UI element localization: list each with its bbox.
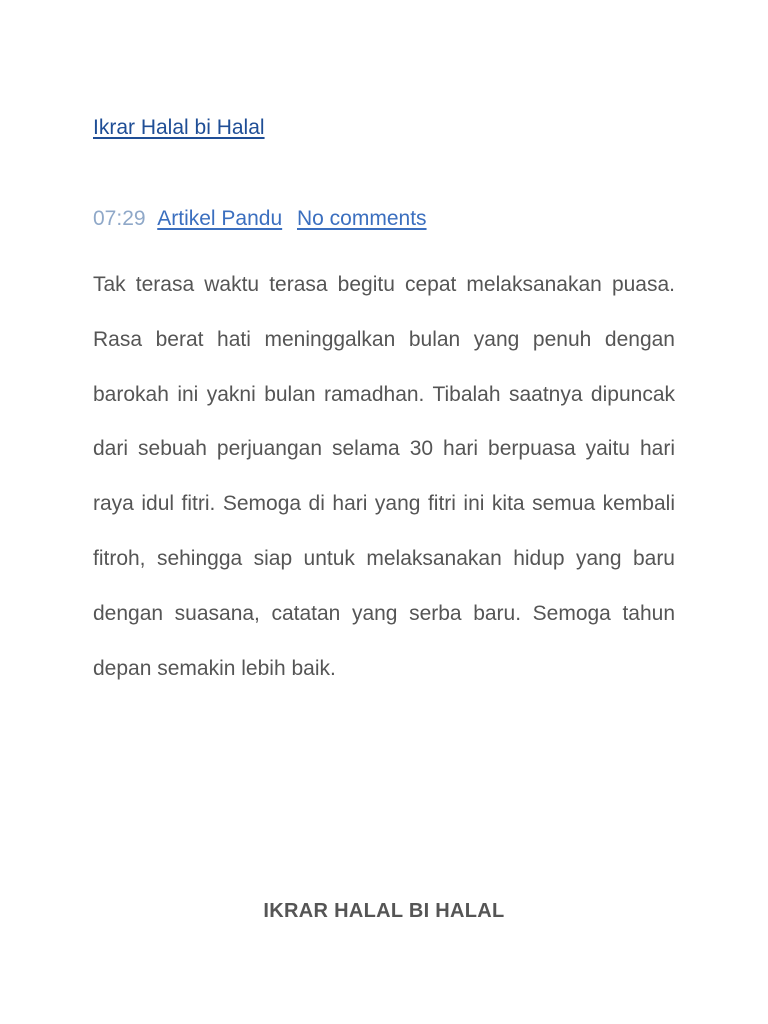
author-link[interactable]: Artikel Pandu <box>157 207 283 230</box>
post-title-link[interactable]: Ikrar Halal bi Halal <box>93 116 265 139</box>
post-body: Tak terasa waktu terasa begitu cepat melaksanakan puasa. Rasa berat hati meninggalkan bulan yang penuh dengan barokah ini yakni bulan ramadhan. Tibalah saatnya dipuncak dari sebuah perjuangan selama 30 hari berpuasa yaitu hari raya idul fitri. Semoga di hari yang fitri ini kita semua kembali fitroh, sehingga siap untuk melaksanakan hidup yang baru dengan suasana, catatan yang serba baru. Semoga tahun depan semakin lebih baik. <box>93 273 675 680</box>
comments-link[interactable]: No comments <box>297 207 427 230</box>
post-meta <box>93 207 436 231</box>
post-time: 07:29 <box>93 207 146 230</box>
section-heading: IKRAR HALAL BI HALAL <box>263 900 505 922</box>
